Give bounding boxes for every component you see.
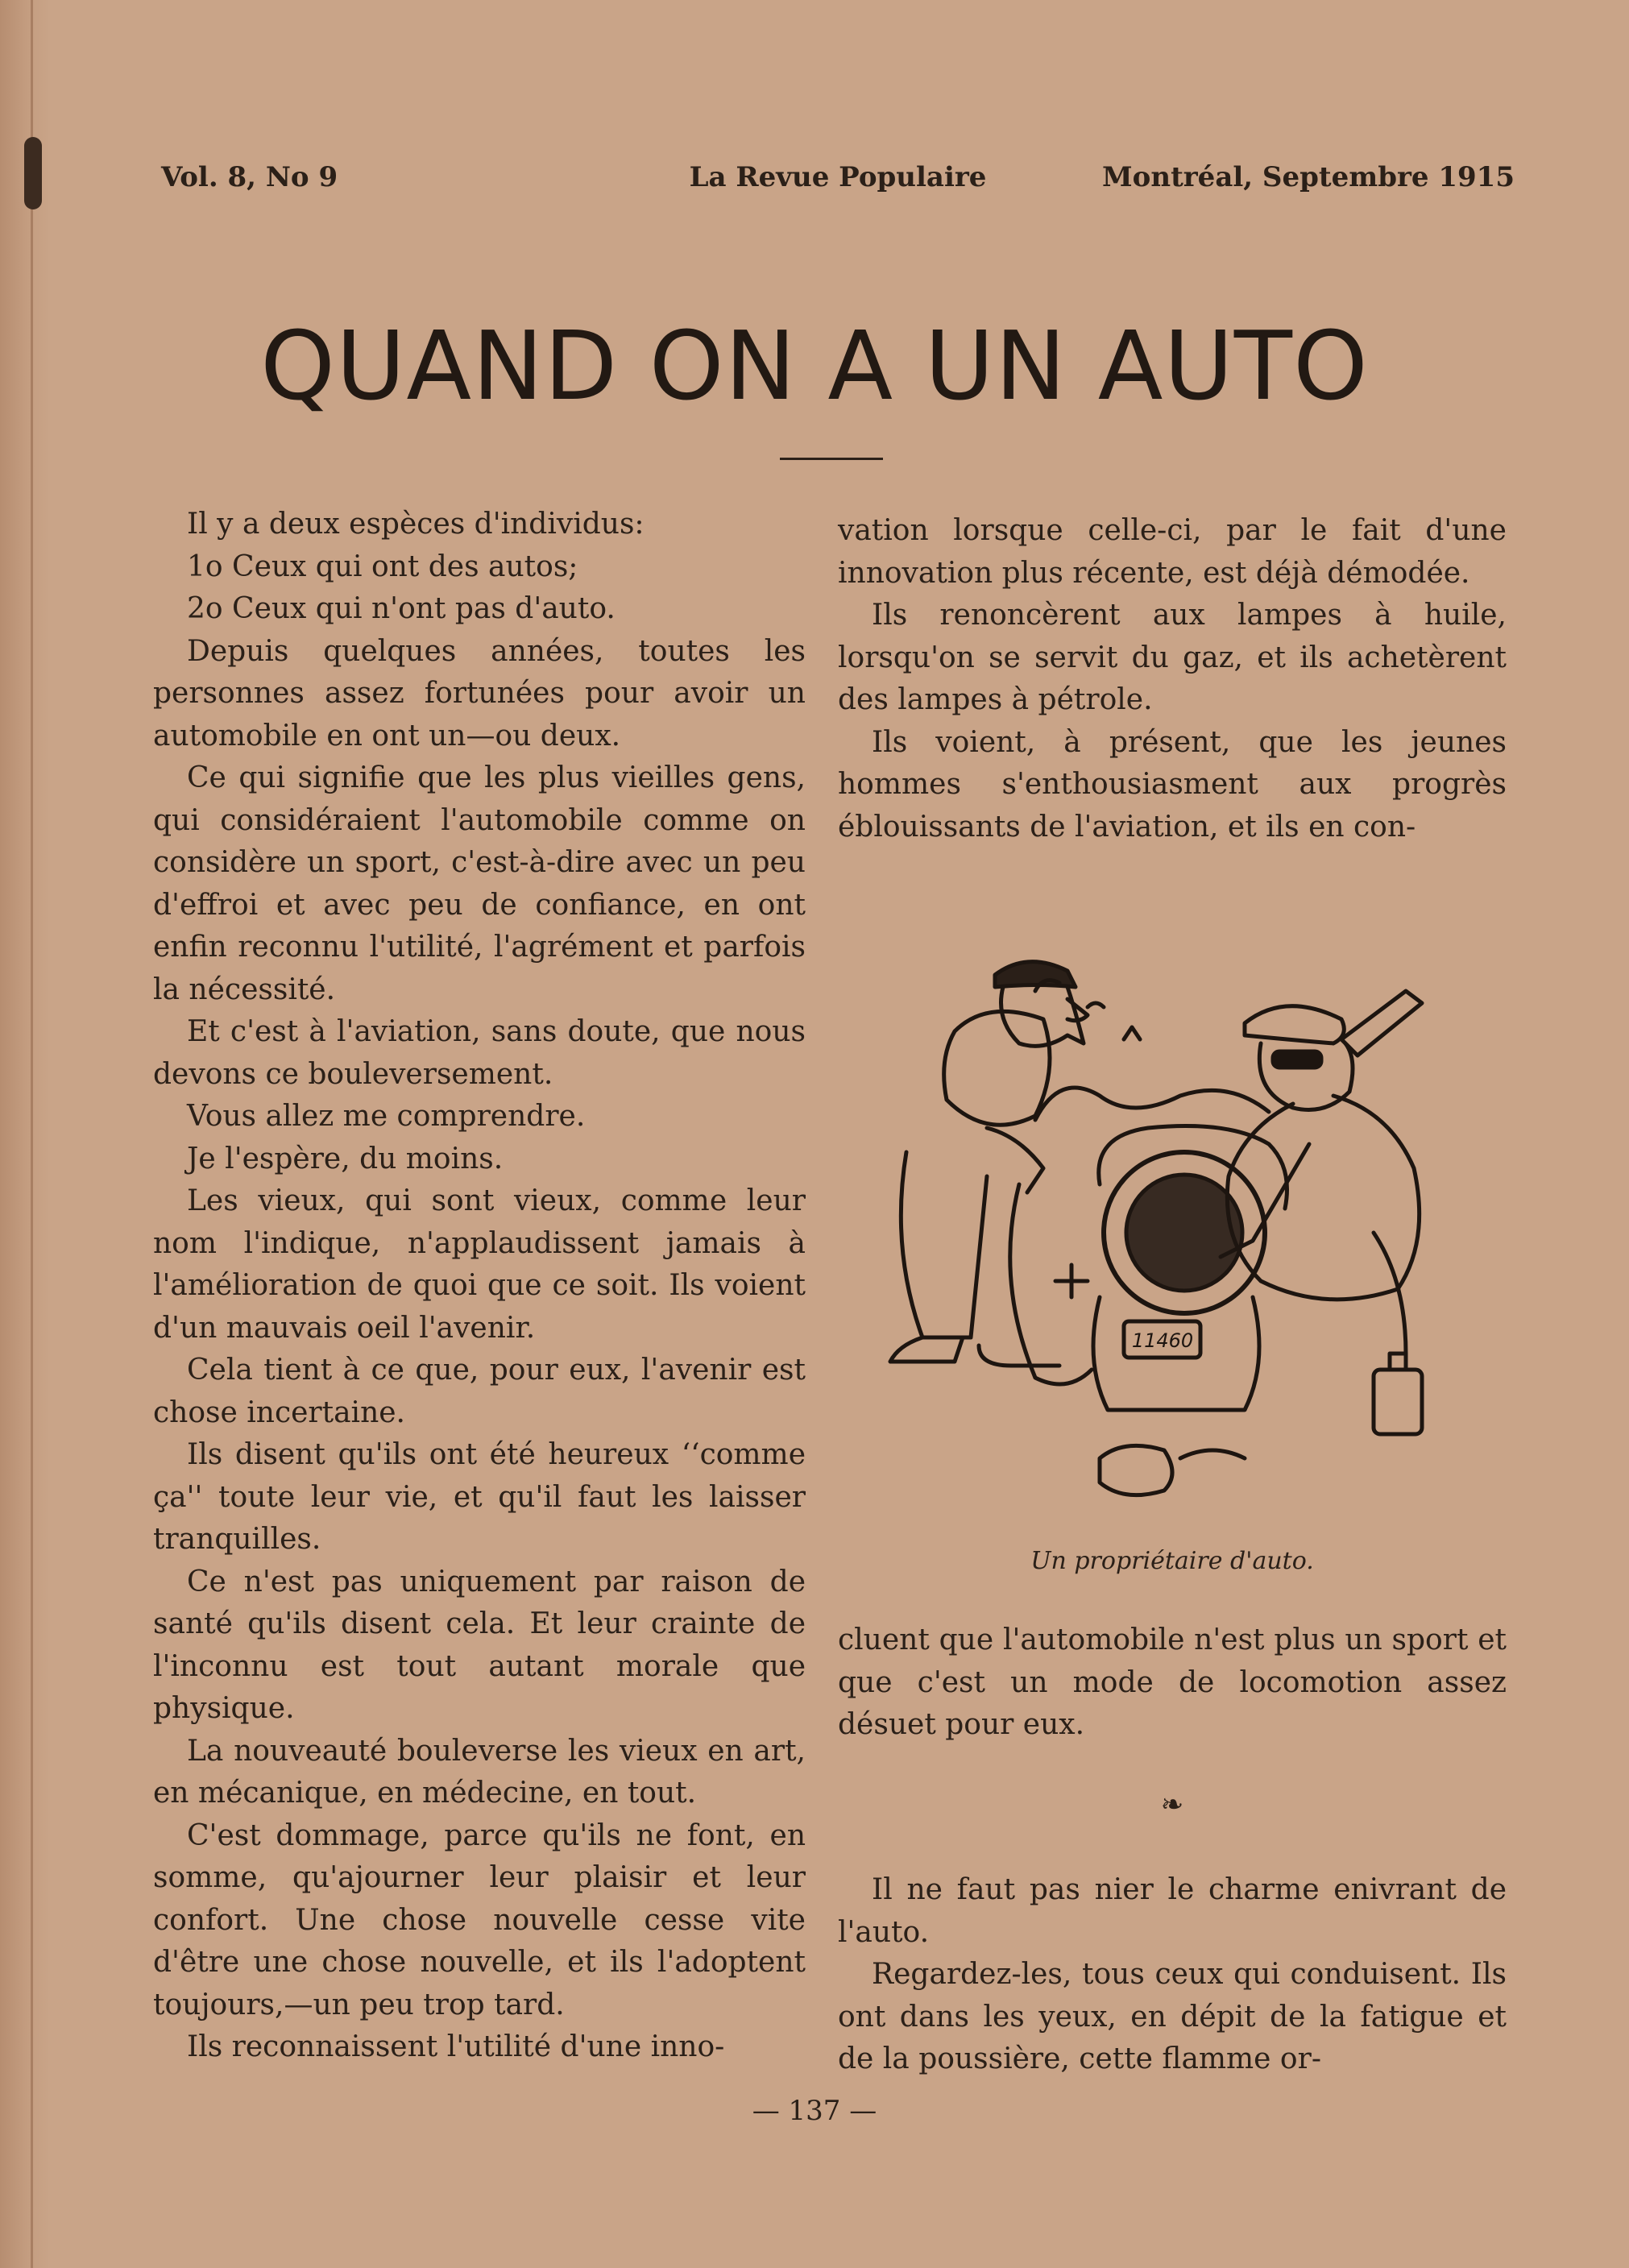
paragraph: Depuis quelques années, toutes les personnes assez fortunées pour avoir un automobile en ont un—ou deux. [153, 634, 806, 753]
section-ornament: ❧ [1160, 1789, 1184, 1821]
right-column-mid [838, 1619, 1507, 1747]
paragraph: Il y a deux espèces d'individus: [187, 508, 645, 541]
cartoon-man-with-car-icon [858, 943, 1494, 1547]
paragraph: Cela tient à ce que, pour eux, l'avenir est chose incertaine. [153, 1354, 806, 1429]
right-column-bottom [838, 1869, 1507, 2081]
right-column-top [838, 510, 1507, 848]
paragraph: Il ne faut pas nier le charme enivrant de l'auto. [838, 1873, 1507, 1949]
place-date: Montréal, Septembre 1915 [1102, 161, 1515, 193]
paragraph: Ils voient, à présent, que les jeunes hommes s'enthousiasment aux progrès éblouissants de l'aviation, et ils en con- [838, 725, 1507, 844]
paragraph: 1o Ceux qui ont des autos; [187, 549, 578, 583]
paragraph: Ce n'est pas uniquement par raison de santé qu'ils disent cela. Et leur crainte de l'inconnu est tout autant morale que physique. [153, 1565, 806, 1725]
title-rule [780, 458, 883, 460]
illustration-caption: Un propriétaire d'auto. [1030, 1547, 1314, 1575]
paragraph: Ils renoncèrent aux lampes à huile, lorsqu'on se servit du gaz, et ils achetèrent des lampes à pétrole. [838, 599, 1507, 716]
paragraph: Les vieux, qui sont vieux, comme leur nom l'indique, n'applaudissent jamais à l'amélioration de quoi que ce soit. Ils voient d'un mauvais oeil l'avenir. [153, 1184, 806, 1345]
cartoon-illustration [858, 943, 1494, 1547]
paragraph: Ce qui signifie que les plus vieilles gens, qui considéraient l'automobile comme on considère un sport, c'est-à-dire avec un peu d'effroi et avec peu de confiance, en ont enfin reconnu l'utilité, l'agrément et parfois la nécessité. [153, 761, 806, 1006]
page-number: — 137 — [752, 2095, 877, 2127]
article-title: QUAND ON A UN AUTO [260, 310, 1369, 421]
paragraph: Et c'est à l'aviation, sans doute, que nous devons ce bouleversement. [153, 1015, 806, 1091]
license-plate-number: 11460 [1131, 1329, 1194, 1352]
paragraph: Ils reconnaissent l'utilité d'une inno- [187, 2030, 725, 2063]
left-column [153, 504, 806, 2069]
paragraph: Regardez-les, tous ceux qui conduisent. Ils ont dans les yeux, en dépit de la fatigue et de la poussière, cette flamme or- [838, 1958, 1507, 2075]
paragraph: Je l'espère, du moins. [187, 1142, 504, 1175]
paragraph: vation lorsque celle-ci, par le fait d'une innovation plus récente, est déjà démodée. [838, 514, 1507, 590]
paragraph: cluent que l'automobile n'est plus un sport et que c'est un mode de locomotion assez désuet pour eux. [838, 1623, 1507, 1741]
paragraph: C'est dommage, parce qu'ils ne font, en somme, qu'ajourner leur plaisir et leur confort. Une chose nouvelle cesse vite d'être une chose nouvelle, et ils l'adoptent toujours,—un peu trop tard. [153, 1818, 806, 2021]
binding-mark [24, 137, 42, 209]
paragraph: La nouveauté bouleverse les vieux en art, en mécanique, en médecine, en tout. [153, 1734, 806, 1810]
paragraph: Vous allez me comprendre. [187, 1100, 586, 1133]
journal-name: La Revue Populaire [689, 161, 987, 193]
paragraph: 2o Ceux qui n'ont pas d'auto. [187, 592, 616, 625]
volume-number: Vol. 8, No 9 [161, 161, 338, 193]
paragraph: Ils disent qu'ils ont été heureux ‘‘comme ça'' toute leur vie, et qu'il faut les laisser tranquilles. [153, 1438, 806, 1556]
running-header [161, 161, 1515, 201]
